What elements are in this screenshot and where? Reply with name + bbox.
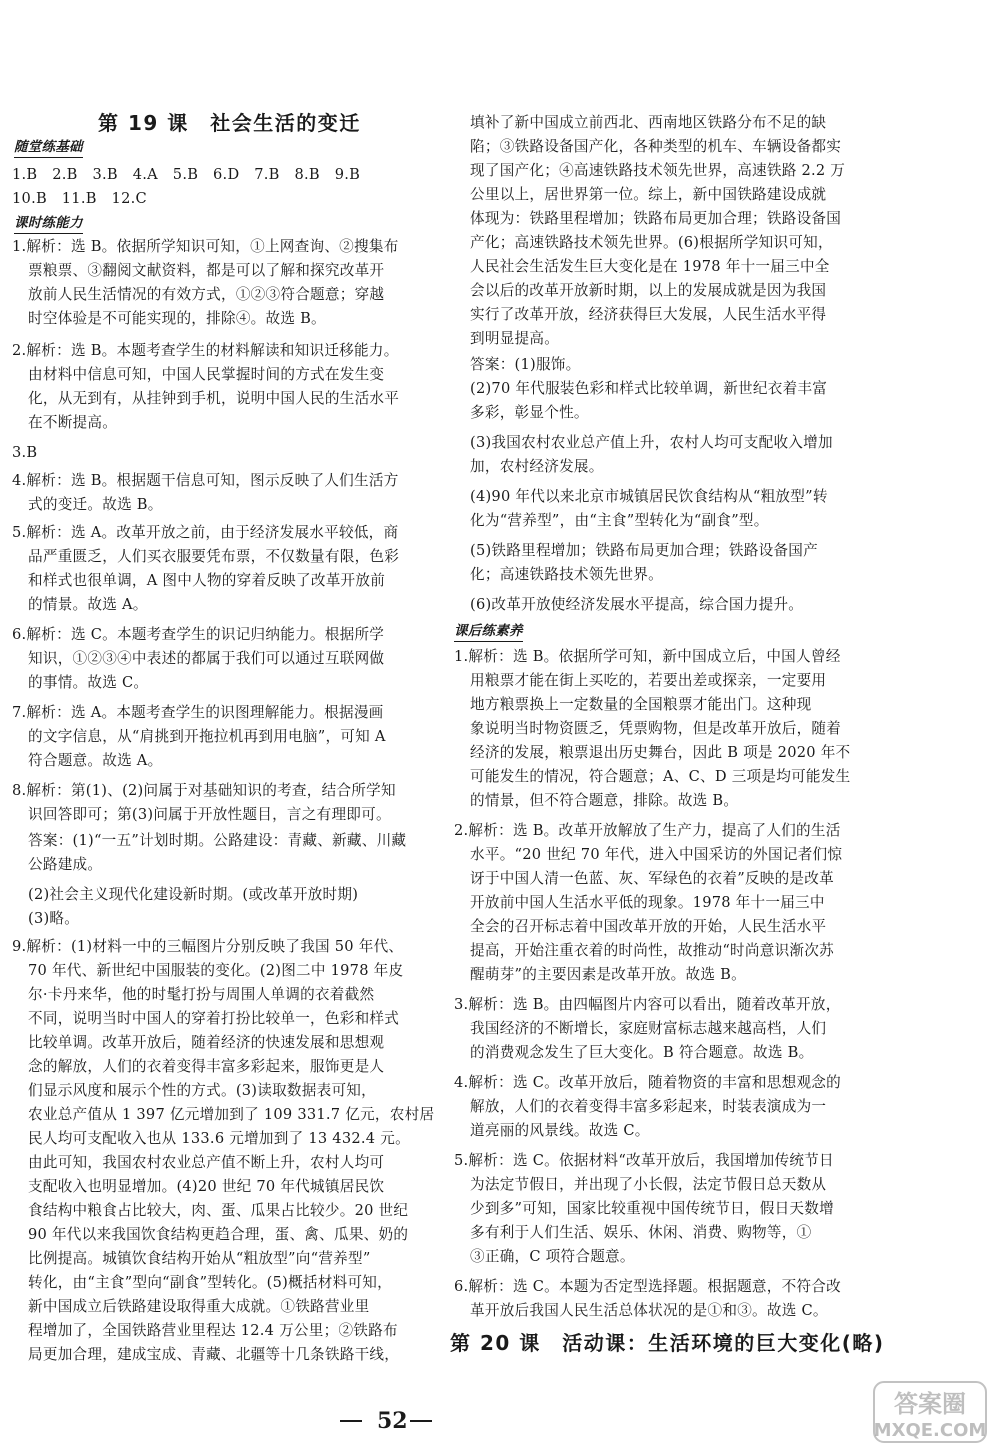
right-text-line: 陷；③铁路设备国产化，各种类型的机车、车辆设备都实 xyxy=(470,138,842,155)
left-text-line: 1.解析：选 B。依据所学知识可知，①上网查询、②搜集布 xyxy=(12,238,399,255)
left-text-line: 知识，①②③④中表述的都属于我们可以通过互联网做 xyxy=(28,650,385,667)
right-text-line: 会以后的改革开放新时期，以上的发展成就是因为我国 xyxy=(470,282,827,299)
page-number-dash-right xyxy=(410,1420,432,1422)
left-text-line: 新中国成立后铁路建设取得重大成就。①铁路营业里 xyxy=(28,1298,370,1315)
right-text-line: 多彩，彰显个性。 xyxy=(470,404,589,421)
right-text-line: 我国经济的不断增长，家庭财富标志越来越高档，人们 xyxy=(470,1020,827,1037)
right-text-line: (4)90 年代以来北京市城镇居民饮食结构从“粗放型”转 xyxy=(470,488,828,505)
left-text-line: 们显示风度和展示个性的方式。(3)读取数据表可知， xyxy=(28,1082,376,1099)
left-text-line: 尔·卡丹来华，他的时髦打扮与周围人单调的衣着截然 xyxy=(28,986,375,1003)
section-heading: 课后练素养 xyxy=(454,622,523,642)
right-text-line: 实行了改革开放，经济获得巨大发展，人民生活水平得 xyxy=(470,306,827,323)
right-text-line: 化为“营养型”，由“主食”型转化为“副食”型。 xyxy=(470,512,769,529)
left-text-line: 时空体验是不可能实现的，排除④。故选 B。 xyxy=(28,310,326,327)
page-number: 52 xyxy=(377,1408,408,1434)
svg-text:MXQE.COM: MXQE.COM xyxy=(873,1420,987,1441)
right-text-line: 4.解析：选 C。改革开放后，随着物资的丰富和思想观念的 xyxy=(454,1074,841,1091)
left-text-line: (3)略。 xyxy=(28,910,80,927)
right-text-line: 全会的召开标志着中国改革开放的开始，人民生活水平 xyxy=(470,918,827,935)
right-text-line: 的消费观念发生了巨大变化。B 符合题意。故选 B。 xyxy=(470,1044,814,1061)
right-text-line: 2.解析：选 B。改革开放解放了生产力，提高了人们的生活 xyxy=(454,822,841,839)
left-text-line: 局更加合理，建成宝成、青藏、北疆等十几条铁路干线， xyxy=(28,1346,400,1363)
right-text-line: 开放前中国人生活水平低的现象。1978 年十一届三中 xyxy=(470,894,825,911)
left-text-line: 90 年代以来我国饮食结构更趋合理，蛋、禽、瓜果、奶的 xyxy=(28,1226,409,1243)
left-text-line: 1.B 2.B 3.B 4.A 5.B 6.D 7.B 8.B 9.B xyxy=(12,166,361,183)
left-text-line: 程增加了，全国铁路营业里程达 12.4 万公里；②铁路布 xyxy=(28,1322,398,1339)
watermark-logo xyxy=(872,1376,992,1448)
page-number-dash-left xyxy=(340,1420,362,1422)
right-text-line: 的情景，但不符合题意，排除。故选 B。 xyxy=(470,792,739,809)
right-text-line: 人民社会生活发生巨大变化是在 1978 年十一届三中全 xyxy=(470,258,830,275)
right-text-line: 为法定节假日，并出现了小长假，法定节假日总天数从 xyxy=(470,1176,827,1193)
left-text-line: 公路建成。 xyxy=(28,856,103,873)
right-text-line: 5.解析：选 C。依据材料“改革开放后，我国增加传统节日 xyxy=(454,1152,834,1169)
right-text-line: 用粮票才能在街上买吃的，若要出差或探亲，一定要用 xyxy=(470,672,827,689)
left-text-line: 式的变迁。故选 B。 xyxy=(28,496,163,513)
right-text-line: 现了国产化；④高速铁路技术领先世界，高速铁路 2.2 万 xyxy=(470,162,846,179)
left-text-line: 民人均可支配收入也从 133.6 元增加到了 13 432.4 元。 xyxy=(28,1130,410,1147)
left-text-line: 答案：(1)“一五”计划时期。公路建设：青藏、新藏、川藏 xyxy=(28,832,407,849)
left-text-line: 念的解放，人们的衣着变得丰富多彩起来，服饰更是人 xyxy=(28,1058,385,1075)
left-text-line: 9.解析：(1)材料一中的三幅图片分别反映了我国 50 年代、 xyxy=(12,938,404,955)
right-text-line: 象说明当时物资匮乏，凭票购物，但是改革开放后，随着 xyxy=(470,720,842,737)
right-text-line: 1.解析：选 B。依据所学可知，新中国成立后，中国人曾经 xyxy=(454,648,841,665)
left-text-line: 识回答即可；第(3)问属于开放性题目，言之有理即可。 xyxy=(28,806,391,823)
section-heading: 随堂练基础 xyxy=(14,138,83,158)
left-text-line: (2)社会主义现代化建设新时期。(或改革开放时期) xyxy=(28,886,359,903)
left-text-line: 的情景。故选 A。 xyxy=(28,596,148,613)
left-text-line: 票粮票、③翻阅文献资料，都是可以了解和探究改革开 xyxy=(28,262,385,279)
right-text-line: 讶于中国人清一色蓝、灰、军绿色的衣着”反映的是改革 xyxy=(470,870,834,887)
left-text-line: 由材料中信息可知，中国人民掌握时间的方式在发生变 xyxy=(28,366,385,383)
left-text-line: 农业总产值从 1 397 亿元增加到了 109 331.7 亿元，农村居 xyxy=(28,1106,435,1123)
left-text-line: 的文字信息，从“肩挑到开拖拉机再到用电脑”，可知 A xyxy=(28,728,386,745)
right-text-line: (3)我国农村农业总产值上升，农村人均可支配收入增加 xyxy=(470,434,833,451)
right-text-line: 3.解析：选 B。由四幅图片内容可以看出，随着改革开放， xyxy=(454,996,841,1013)
right-text-line: 加，农村经济发展。 xyxy=(470,458,604,475)
right-text-line: 产化；高速铁路技术领先世界。(6)根据所学知识可知， xyxy=(470,234,833,251)
right-text-line: 体现为：铁路里程增加；铁路布局更加合理；铁路设备国 xyxy=(470,210,842,227)
lesson-title: 第 20 课 活动课：生活环境的巨大变化(略) xyxy=(450,1331,885,1355)
right-text-line: 公里以上，居世界第一位。综上，新中国铁路建设成就 xyxy=(470,186,827,203)
right-text-line: 道亮丽的风景线。故选 C。 xyxy=(470,1122,650,1139)
right-text-line: 可能发生的情况，符合题意；A、C、D 三项是均可能发生 xyxy=(470,768,851,785)
left-text-line: 5.解析：选 A。改革开放之前，由于经济发展水平较低，商 xyxy=(12,524,399,541)
left-text-line: 符合题意。故选 A。 xyxy=(28,752,163,769)
left-text-line: 比例提高。城镇饮食结构开始从“粗放型”向“营养型” xyxy=(28,1250,371,1267)
section-heading: 课时练能力 xyxy=(14,214,83,234)
left-text-line: 8.解析：第(1)、(2)问属于对基础知识的考查，结合所学知 xyxy=(12,782,396,799)
left-text-line: 和样式也很单调，A 图中人物的穿着反映了改革开放前 xyxy=(28,572,386,589)
left-text-line: 转化，由“主食”型向“副食”型转化。(5)概括材料可知， xyxy=(28,1274,392,1291)
right-text-line: (5)铁路里程增加；铁路布局更加合理；铁路设备国产 xyxy=(470,542,818,559)
left-text-line: 70 年代、新世纪中国服装的变化。(2)图二中 1978 年皮 xyxy=(28,962,404,979)
left-text-line: 的事情。故选 C。 xyxy=(28,674,149,691)
left-text-line: 由此可知，我国农村农业总产值不断上升，农村人均可 xyxy=(28,1154,385,1171)
left-text-line: 不同，说明当时中国人的穿着打扮比较单一，色彩和样式 xyxy=(28,1010,400,1027)
right-text-line: 醒萌芽”的主要因素是改革开放。故选 B。 xyxy=(470,966,746,983)
lesson-title: 第 19 课 社会生活的变迁 xyxy=(98,111,361,135)
right-text-line: 地方粮票换上一定数量的全国粮票才能出门。这种现 xyxy=(470,696,812,713)
left-text-line: 在不断提高。 xyxy=(28,414,118,431)
right-text-line: (2)70 年代服装色彩和样式比较单调，新世纪衣着丰富 xyxy=(470,380,828,397)
right-text-line: 提高，开始注重衣着的时尚性，故推动“时尚意识渐次苏 xyxy=(470,942,834,959)
right-text-line: 答案：(1)服饰。 xyxy=(470,356,581,373)
left-text-line: 支配收入也明显增加。(4)20 世纪 70 年代城镇居民饮 xyxy=(28,1178,385,1195)
right-text-line: 填补了新中国成立前西北、西南地区铁路分布不足的缺 xyxy=(470,114,827,131)
svg-text:答案圈: 答案圈 xyxy=(894,1390,966,1418)
left-text-line: 10.B 11.B 12.C xyxy=(12,190,147,207)
right-text-line: 6.解析：选 C。本题为否定型选择题。根据题意，不符合改 xyxy=(454,1278,841,1295)
right-text-line: 解放，人们的衣着变得丰富多彩起来，时装表演成为一 xyxy=(470,1098,827,1115)
left-text-line: 食结构中粮食占比较大，肉、蛋、瓜果占比较少。20 世纪 xyxy=(28,1202,409,1219)
right-text-line: 经济的发展，粮票退出历史舞台，因此 B 项是 2020 年不 xyxy=(470,744,851,761)
right-text-line: 多有利于人们生活、娱乐、休闲、消费、购物等，① xyxy=(470,1224,812,1241)
right-text-line: 少到多”可知，国家比较重视中国传统节日，假日天数增 xyxy=(470,1200,834,1217)
right-text-line: 到明显提高。 xyxy=(470,330,560,347)
left-text-line: 品严重匮乏，人们买衣服要凭布票，不仅数量有限，色彩 xyxy=(28,548,400,565)
left-text-line: 化，从无到有，从挂钟到手机，说明中国人民的生活水平 xyxy=(28,390,400,407)
right-text-line: ③正确，C 项符合题意。 xyxy=(470,1248,635,1265)
right-text-line: 水平。“20 世纪 70 年代，进入中国采访的外国记者们惊 xyxy=(470,846,843,863)
left-text-line: 4.解析：选 B。根据题干信息可知，图示反映了人们生活方 xyxy=(12,472,399,489)
right-text-line: 化；高速铁路技术领先世界。 xyxy=(470,566,663,583)
left-text-line: 7.解析：选 A。本题考查学生的识图理解能力。根据漫画 xyxy=(12,704,384,721)
left-text-line: 放前人民生活情况的有效方式，①②③符合题意；穿越 xyxy=(28,286,385,303)
right-text-line: (6)改革开放使经济发展水平提高，综合国力提升。 xyxy=(470,596,804,613)
left-text-line: 3.B xyxy=(12,444,38,461)
right-text-line: 革开放后我国人民生活总体状况的是①和③。故选 C。 xyxy=(470,1302,828,1319)
left-text-line: 比较单调。改革开放后，随着经济的快速发展和思想观 xyxy=(28,1034,385,1051)
watermark-logo-graphic xyxy=(872,1376,992,1448)
left-text-line: 2.解析：选 B。本题考查学生的材料解读和知识迁移能力。 xyxy=(12,342,399,359)
left-text-line: 6.解析：选 C。本题考查学生的识记归纳能力。根据所学 xyxy=(12,626,385,643)
